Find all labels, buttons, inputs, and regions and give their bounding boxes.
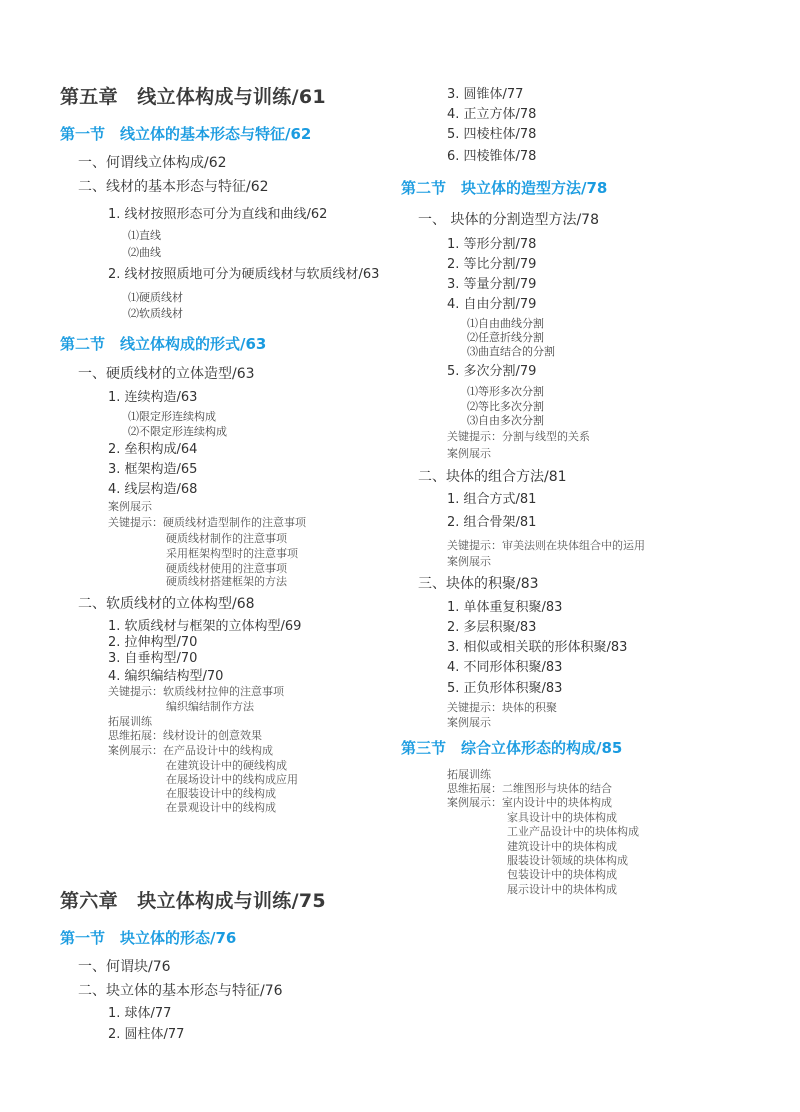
toc-note: 关键提示：硬质线材造型制作的注意事项 [108,516,306,529]
toc-entry: ⑵软质线材 [128,307,183,320]
toc-note: 案例展示 [447,716,491,729]
toc-entry: ⑵任意折线分割 [467,331,544,344]
toc-entry: ⑵曲线 [128,246,161,259]
toc-note: 拓展训练 [108,715,152,728]
toc-note: 硬质线材搭建框架的方法 [166,575,287,588]
toc-note: 在服装设计中的线构成 [166,787,276,800]
toc-entry: 4. 编织编结构型/70 [108,669,224,684]
toc-entry: 2. 垒积构成/64 [108,442,198,457]
toc-entry: 4. 线层构造/68 [108,482,198,497]
toc-note: 案例展示 [447,555,491,568]
toc-entry: 2. 圆柱体/77 [108,1027,185,1042]
toc-entry: ⑴等形多次分割 [467,385,544,398]
toc-entry: 3. 相似或相关联的形体积聚/83 [447,640,628,655]
toc-note: 硬质线材使用的注意事项 [166,562,287,575]
toc-entry: 6. 四棱锥体/78 [447,149,537,164]
toc-entry: 1. 连续构造/63 [108,390,198,405]
chapter-title: 第六章 块立体构成与训练/75 [60,890,326,912]
toc-entry: 4. 不同形体积聚/83 [447,660,563,675]
toc-note: 案例展示 [108,500,152,513]
toc-note: 关键提示：块体的积聚 [447,701,557,714]
toc-entry: ⑴直线 [128,229,161,242]
toc-entry: 4. 自由分割/79 [447,297,537,312]
toc-entry: 2. 等比分割/79 [447,257,537,272]
toc-entry: 二、软质线材的立体构型/68 [78,596,255,612]
toc-entry: 1. 单体重复积聚/83 [447,600,563,615]
section-title: 第三节 综合立体形态的构成/85 [401,739,623,757]
toc-entry: 1. 等形分割/78 [447,237,537,252]
toc-note: 包装设计中的块体构成 [507,868,617,881]
toc-entry: 3. 圆锥体/77 [447,87,524,102]
toc-note: 思维拓展：二维图形与块体的结合 [447,782,612,795]
toc-entry: ⑴自由曲线分割 [467,317,544,330]
toc-note: 关键提示：软质线材拉伸的注意事项 [108,685,284,698]
section-title: 第一节 块立体的形态/76 [60,929,237,947]
section-title: 第二节 块立体的造型方法/78 [401,179,608,197]
toc-entry: ⑶曲直结合的分割 [467,345,555,358]
toc-entry: 5. 多次分割/79 [447,364,537,379]
toc-entry: 1. 软质线材与框架的立体构型/69 [108,619,302,634]
toc-entry: ⑵不限定形连续构成 [128,425,227,438]
toc-note: 拓展训练 [447,768,491,781]
toc-entry: 4. 正立方体/78 [447,107,537,122]
chapter-title: 第五章 线立体构成与训练/61 [60,86,326,108]
toc-entry: 二、块体的组合方法/81 [418,469,567,485]
toc-entry: ⑵等比多次分割 [467,400,544,413]
toc-entry: 一、何谓块/76 [78,959,171,975]
toc-entry: 2. 多层积聚/83 [447,620,537,635]
toc-entry: 3. 等量分割/79 [447,277,537,292]
toc-entry: 二、块立体的基本形态与特征/76 [78,983,283,999]
toc-entry: 2. 组合骨架/81 [447,515,537,530]
toc-entry: 三、块体的积聚/83 [418,576,539,592]
toc-entry: 一、何谓线立体构成/62 [78,155,227,171]
toc-entry: 3. 框架构造/65 [108,462,198,477]
toc-note: 案例展示：在产品设计中的线构成 [108,744,273,757]
toc-entry: ⑴硬质线材 [128,291,183,304]
toc-entry: 2. 线材按照质地可分为硬质线材与软质线材/63 [108,267,380,282]
toc-entry: 一、硬质线材的立体造型/63 [78,366,255,382]
toc-note: 家具设计中的块体构成 [507,811,617,824]
toc-note: 关键提示：分割与线型的关系 [447,430,590,443]
toc-note: 在展场设计中的线构成应用 [166,773,298,786]
toc-note: 展示设计中的块体构成 [507,883,617,896]
toc-note: 关键提示：审美法则在块体组合中的运用 [447,539,645,552]
toc-note: 服装设计领域的块体构成 [507,854,628,867]
toc-entry: 1. 线材按照形态可分为直线和曲线/62 [108,207,328,222]
toc-entry: 二、线材的基本形态与特征/62 [78,179,269,195]
toc-entry: ⑴限定形连续构成 [128,410,216,423]
toc-note: 编织编结制作方法 [166,700,254,713]
toc-note: 硬质线材制作的注意事项 [166,532,287,545]
toc-entry: ⑶自由多次分割 [467,414,544,427]
toc-entry: 一、 块体的分割造型方法/78 [418,212,599,228]
toc-note: 案例展示：室内设计中的块体构成 [447,796,612,809]
toc-entry: 5. 正负形体积聚/83 [447,681,563,696]
toc-note: 采用框架构型时的注意事项 [166,547,298,560]
toc-note: 思维拓展：线材设计的创意效果 [108,729,262,742]
section-title: 第一节 线立体的基本形态与特征/62 [60,125,312,143]
toc-entry: 2. 拉伸构型/70 [108,635,198,650]
toc-note: 在景观设计中的线构成 [166,801,276,814]
toc-entry: 1. 球体/77 [108,1006,172,1021]
section-title: 第二节 线立体构成的形式/63 [60,335,267,353]
toc-entry: 3. 自垂构型/70 [108,651,198,666]
toc-note: 在建筑设计中的硬线构成 [166,759,287,772]
toc-entry: 5. 四棱柱体/78 [447,127,537,142]
toc-entry: 1. 组合方式/81 [447,492,537,507]
toc-note: 工业产品设计中的块体构成 [507,825,639,838]
toc-note: 建筑设计中的块体构成 [507,840,617,853]
toc-note: 案例展示 [447,447,491,460]
